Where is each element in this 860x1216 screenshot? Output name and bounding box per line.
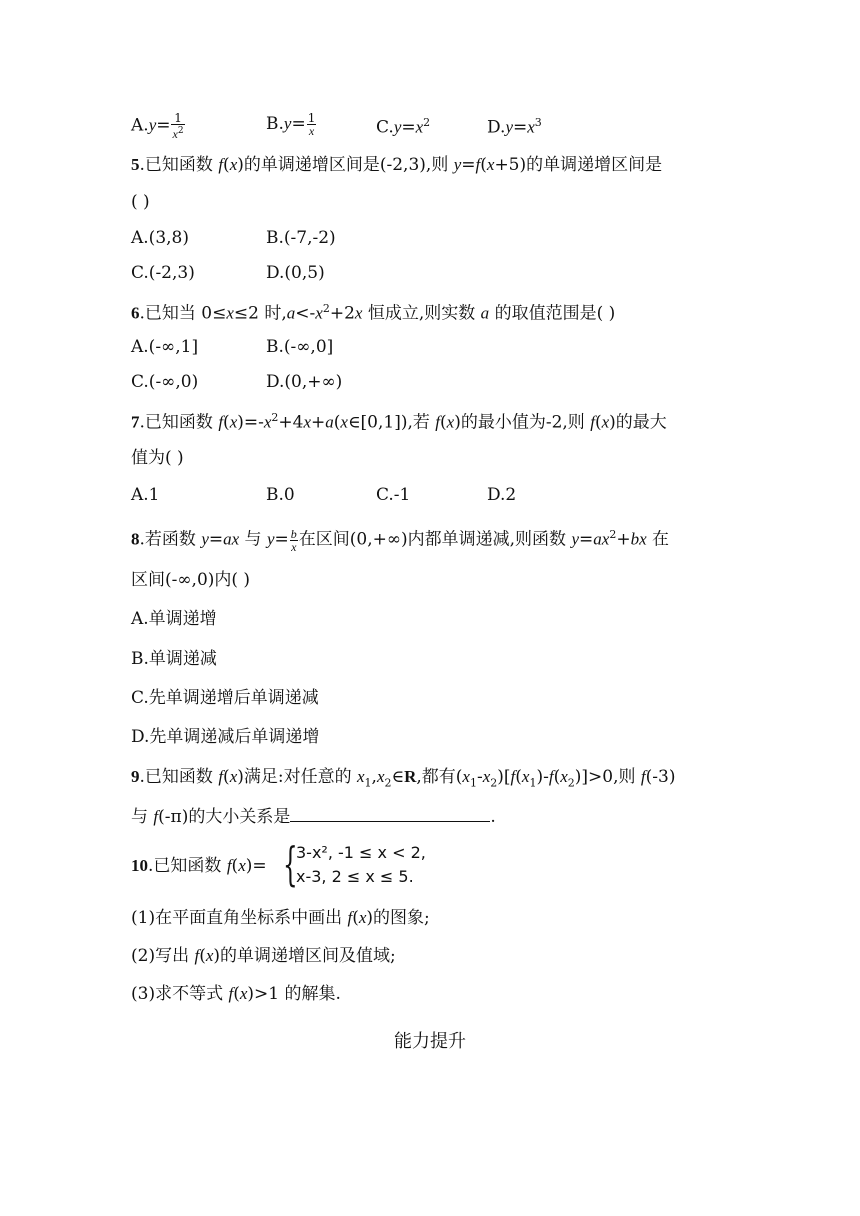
section-title: 能力提升	[394, 1031, 466, 1052]
question-7-line-2: 值为( )	[131, 448, 184, 468]
fraction: $\frac{1}{x^2}$	[172, 111, 184, 141]
q7-option-c: C.-1	[376, 485, 411, 505]
q5-option-c: C.(-2,3)	[131, 263, 195, 283]
q6-option-d: D.(0,+∞)	[266, 372, 343, 392]
question-10-part-3: (3)求不等式 f(x)>1 的解集.	[131, 984, 341, 1004]
q7-option-d: D.2	[487, 485, 517, 505]
question-9-stem: 9.已知函数 f(x)满足:对任意的 $x_1,x_2\in R$,都有$(x_1-x_2)[f(x_1)-f(x_2)]>0$,则 f(-3)	[131, 767, 676, 790]
question-6-stem: 6.已知当 0≤x≤2 时$,a<-x^2+2x$ 恒成立,则实数 a 的取值范围是( )	[131, 302, 616, 324]
question-9-line-2: 与 f(-π)的大小关系是 .	[131, 807, 496, 827]
q4-option-a: A.y= $\frac{1}{x^2}$	[131, 111, 184, 141]
q5-option-b: B.(-7,-2)	[266, 228, 336, 248]
left-brace: {	[283, 837, 298, 891]
q6-option-c: C.(-∞,0)	[131, 372, 199, 392]
question-5-answer-paren: ( )	[131, 192, 150, 212]
question-8-line-2: 区间(-∞,0)内( )	[131, 570, 251, 590]
q6-option-a: A.(-∞,1]	[131, 337, 199, 357]
q5-option-a: A.(3,8)	[131, 228, 189, 248]
question-8-stem: 8.若函数 y=ax 与 y= $\frac{b}{x}$ 在区间(0,+∞)内都单调递减,则函数 $y=ax^2+bx$ 在	[131, 526, 670, 554]
q4-option-d: $D.y=x^3$	[487, 116, 542, 138]
q7-option-b: B.0	[266, 485, 295, 505]
fraction: $\frac{b}{x}$	[290, 526, 297, 554]
question-10-part-2: (2)写出 f(x)的单调递增区间及值域;	[131, 946, 396, 966]
question-5-stem: 5.已知函数 f(x)的单调递增区间是(-2,3),则 y=f(x+5)的单调递增区间是	[131, 155, 663, 175]
q8-option-a: A.单调递增	[131, 609, 217, 629]
q8-option-c: C.先单调递增后单调递减	[131, 688, 319, 708]
question-7-stem: 7.已知函数 $f(x)=-x^2+4x+a(x\in[0,1])$,若 f(x)的最小值为-2,则 f(x)的最大	[131, 411, 667, 433]
answer-blank	[290, 805, 490, 822]
q8-option-d: D.先单调递减后单调递增	[131, 727, 320, 747]
fraction: $\frac{1}{x}$	[307, 111, 316, 138]
q6-option-b: B.(-∞,0]	[266, 337, 334, 357]
q8-option-b: B.单调递减	[131, 649, 217, 669]
question-10-stem: 10.已知函数 f(x)=	[131, 856, 267, 876]
q7-option-a: A.1	[131, 485, 160, 505]
piecewise-case-2: x-3, 2 ≤ x ≤ 5.	[296, 867, 414, 886]
q4-option-c: $C.y=x^2$	[376, 116, 431, 138]
piecewise-case-1: 3-x², -1 ≤ x < 2,	[296, 843, 426, 862]
q4-option-b: B.y= $\frac{1}{x}$	[266, 111, 316, 138]
question-10-part-1: (1)在平面直角坐标系中画出 f(x)的图象;	[131, 908, 430, 928]
piecewise-definition	[283, 837, 483, 891]
q5-option-d: D.(0,5)	[266, 263, 325, 283]
